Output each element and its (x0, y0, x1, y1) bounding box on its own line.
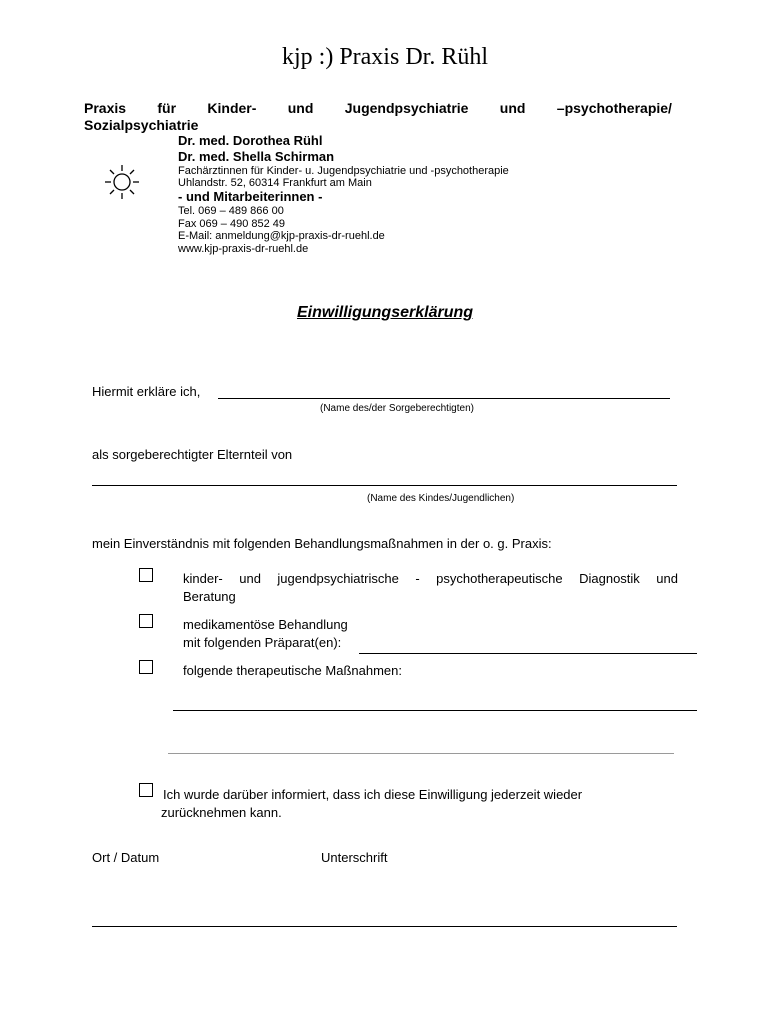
form-heading: Einwilligungserklärung (296, 304, 474, 321)
parent-label: als sorgeberechtigter Elternteil von (92, 447, 293, 462)
phone-text: Tel. 069 – 489 866 00 (178, 205, 284, 217)
option-diagnostics-label (183, 571, 678, 586)
subtitle-word: –psychotherapie/ (556, 100, 672, 116)
therapy-field-2[interactable] (168, 753, 674, 754)
website-text: www.kjp-praxis-dr-ruehl.de (178, 243, 309, 255)
doctor-name: Dr. med. Dorothea Rühl (178, 133, 323, 148)
subtitle-word: und (499, 100, 526, 116)
medication-field[interactable] (359, 653, 697, 654)
email-text: E-Mail: anmeldung@kjp-praxis-dr-ruehl.de (178, 230, 385, 242)
staff-text: - und Mitarbeiterinnen - (178, 189, 323, 204)
child-name-field[interactable] (92, 485, 677, 486)
practice-subtitle (84, 100, 672, 116)
option-word: kinder- (183, 571, 223, 586)
address-text: Uhlandstr. 52, 60314 Frankfurt am Main (178, 177, 372, 189)
option-word: und (656, 571, 678, 586)
option-therapy-label: folgende therapeutische Maßnahmen: (183, 663, 402, 678)
therapy-field[interactable] (173, 710, 697, 711)
option-word: psychotherapeutische (436, 571, 563, 586)
signature-field[interactable] (92, 926, 677, 927)
revocation-checkbox[interactable] (139, 783, 153, 797)
medication-checkbox[interactable] (139, 614, 153, 628)
option-word: - (415, 571, 420, 586)
subtitle-word: für (157, 100, 177, 116)
specialty-text: Fachärztinnen für Kinder- u. Jugendpsychiatrie und -psychotherapie (178, 165, 509, 177)
doctor-name: Dr. med. Shella Schirman (178, 149, 335, 164)
subtitle-word: Kinder- (207, 100, 257, 116)
option-word: und (239, 571, 261, 586)
child-caption: (Name des Kindes/Jugendlichen) (367, 493, 515, 504)
guardian-caption: (Name des/der Sorgeberechtigten) (320, 403, 474, 414)
consent-intro: mein Einverständnis mit folgenden Behandlungsmaßnahmen in der o. g. Praxis: (92, 536, 552, 551)
revocation-text-line2: zurücknehmen kann. (161, 805, 282, 820)
subtitle-word: Praxis (84, 100, 127, 116)
place-date-label: Ort / Datum (92, 850, 160, 865)
revocation-text: Ich wurde darüber informiert, dass ich diese Einwilligung jederzeit wieder (163, 787, 583, 802)
subtitle-word: und (287, 100, 314, 116)
practice-subtitle-line2: Sozialpsychiatrie (84, 117, 199, 133)
subtitle-word: Jugendpsychiatrie (344, 100, 469, 116)
option-medication-label: medikamentöse Behandlung (183, 617, 348, 632)
diagnostics-checkbox[interactable] (139, 568, 153, 582)
option-medication-label-line2: mit folgenden Präparat(en): (183, 635, 342, 650)
sun-logo-icon (104, 164, 140, 205)
guardian-name-field[interactable] (218, 398, 670, 399)
therapy-checkbox[interactable] (139, 660, 153, 674)
option-word: Diagnostik (579, 571, 640, 586)
option-diagnostics-label-line2: Beratung (183, 589, 236, 604)
declare-label: Hiermit erkläre ich, (92, 384, 201, 399)
practice-title: kjp :) Praxis Dr. Rühl (281, 44, 488, 70)
fax-text: Fax 069 – 490 852 49 (178, 218, 286, 230)
signature-label: Unterschrift (321, 850, 388, 865)
option-word: jugendpsychiatrische (277, 571, 399, 586)
